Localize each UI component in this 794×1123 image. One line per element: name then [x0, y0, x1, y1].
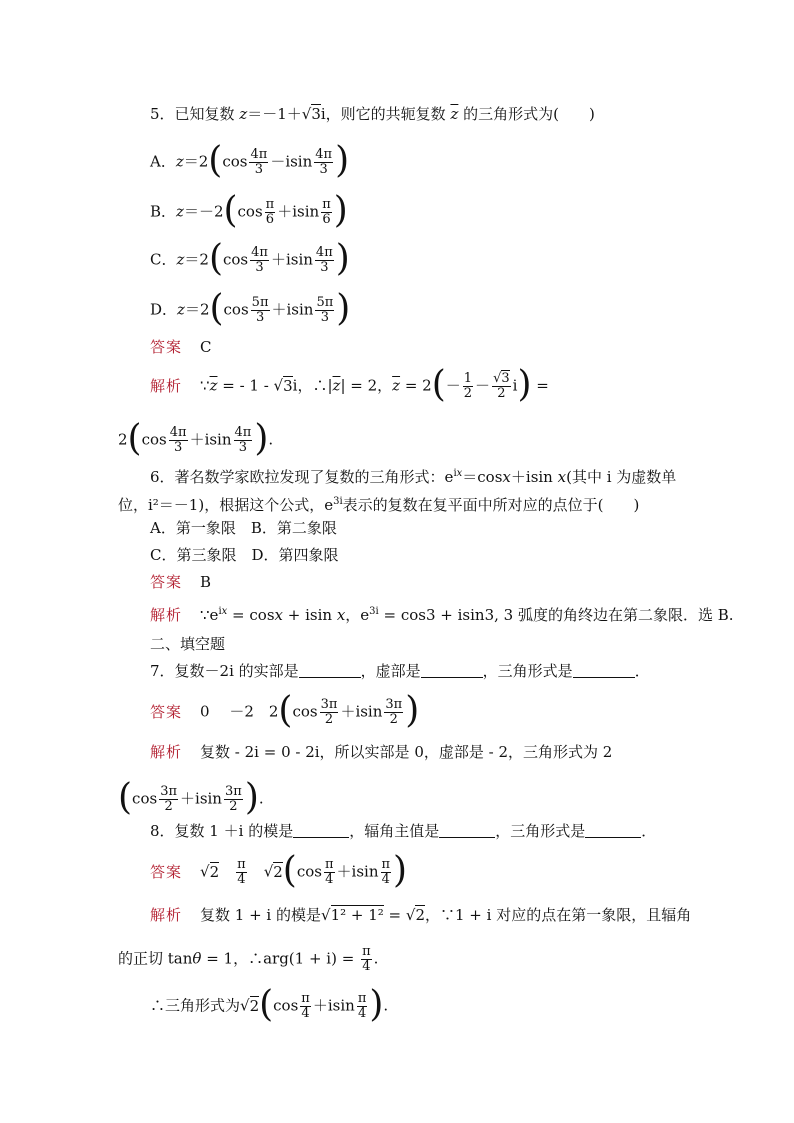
q6-answer — [150, 572, 720, 592]
q8-analysis-2: 的正切 tanθ = 1，∴arg(1 + i) = $\frac{\pi}{4}$ . — [118, 944, 379, 974]
answer-value: B — [200, 573, 212, 591]
q5-option-d: D．z＝2(cos $\frac{5\pi}{3}$ ＋isin $\frac{5\pi}{3}$ ) — [150, 287, 351, 329]
q6-stem-1: 6．著名数学家欧拉发现了复数的三角形式：$e^{ix}=\cos x+isin$ x(其中 i 为虚数单 — [150, 468, 677, 486]
section-heading: 二、填空题 — [150, 635, 226, 653]
analysis-tag: 解析 — [150, 376, 183, 395]
analysis-tag: 解析 — [150, 906, 183, 924]
q6-options-1: A．第一象限 B．第二象限 — [150, 519, 337, 537]
analysis-tag: 解析 — [150, 743, 183, 761]
q5-analysis-2: 2(cos $\frac{4\pi}{3}$ ＋isin $\frac{4\pi}{3}$ ). — [118, 417, 274, 459]
q6-options-2: C．第三象限 D．第四象限 — [150, 546, 339, 564]
q5-analysis-1: 解析 $\because\overline{z}$ = - 1 - √3i，$\therefore|\overline{z}| = 2$，$\overline{z} = 2(-$ $\frac{1}{2}$ － $\frac{√3}{2}$ i) = — [150, 363, 549, 405]
q5-answer — [150, 337, 720, 357]
q5-option-a: A．z＝2(cos $\frac{4\pi}{3}$ －isin $\frac{4\pi}{3}$ ) — [150, 139, 350, 181]
q7-answer: 答案 0 －2 2(cos $\frac{3\pi}{2}$ ＋isin $\frac{3\pi}{2}$ ) — [150, 689, 420, 731]
answer-tag: 答案 — [150, 702, 183, 721]
q8-analysis-3: ∴三角形式为√2(cos $\frac{\pi}{4}$ ＋isin $\frac{\pi}{4}$ ). — [150, 983, 389, 1025]
answer-tag: 答案 — [150, 862, 183, 881]
q8-stem: 8．复数 1 ＋i 的模是 ，辐角主值是 ，三角形式是 ． — [150, 822, 657, 840]
q7-analysis-2: (cos $\frac{3\pi}{2}$ ＋isin $\frac{3\pi}{2}$ ). — [118, 776, 264, 818]
answer-tag: 答案 — [150, 338, 183, 356]
q6-stem-2: 位，i²＝－1)，根据这个公式，$e^{3i}$表示的复数在复平面中所对应的点位于( ) — [118, 496, 640, 514]
q6-analysis: 解析 $\because e^{ix} = \cos x + isin$ x，$e^{3i} = \cos 3 + isin3$, 3 弧度的角终边在第二象限．选 B. — [150, 606, 734, 624]
q8-answer: 答案 √2 $\frac{\pi}{4}$ √2(cos $\frac{\pi}{4}$ ＋isin $\frac{\pi}{4}$ ) — [150, 849, 408, 891]
q8-analysis-1: 解析 复数 1 + i 的模是√1² + 1² = √2，∵1 + i 对应的点在第一象限，且辐角 — [150, 906, 692, 924]
analysis-tag: 解析 — [150, 606, 183, 624]
q5-option-c: C．z＝2(cos $\frac{4\pi}{3}$ ＋isin $\frac{4\pi}{3}$ ) — [150, 237, 350, 279]
q7-stem: 7．复数－2i 的实部是 ，虚部是 ，三角形式是 ． — [150, 662, 650, 680]
q5-option-b: B．z＝－2(cos $\frac{\pi}{6}$ ＋isin $\frac{\pi}{6}$ ) — [150, 189, 348, 231]
q7-analysis-1: 解析 复数 - 2i = 0 - 2i，所以实部是 0，虚部是 - 2，三角形式为 2 — [150, 743, 613, 761]
q5-stem: 5．已知复数 z＝－1＋√3i，则它的共轭复数 $\overline{z}$ 的三角形式为( ) — [150, 105, 595, 123]
answer-value: C — [200, 338, 212, 356]
answer-tag: 答案 — [150, 573, 183, 591]
